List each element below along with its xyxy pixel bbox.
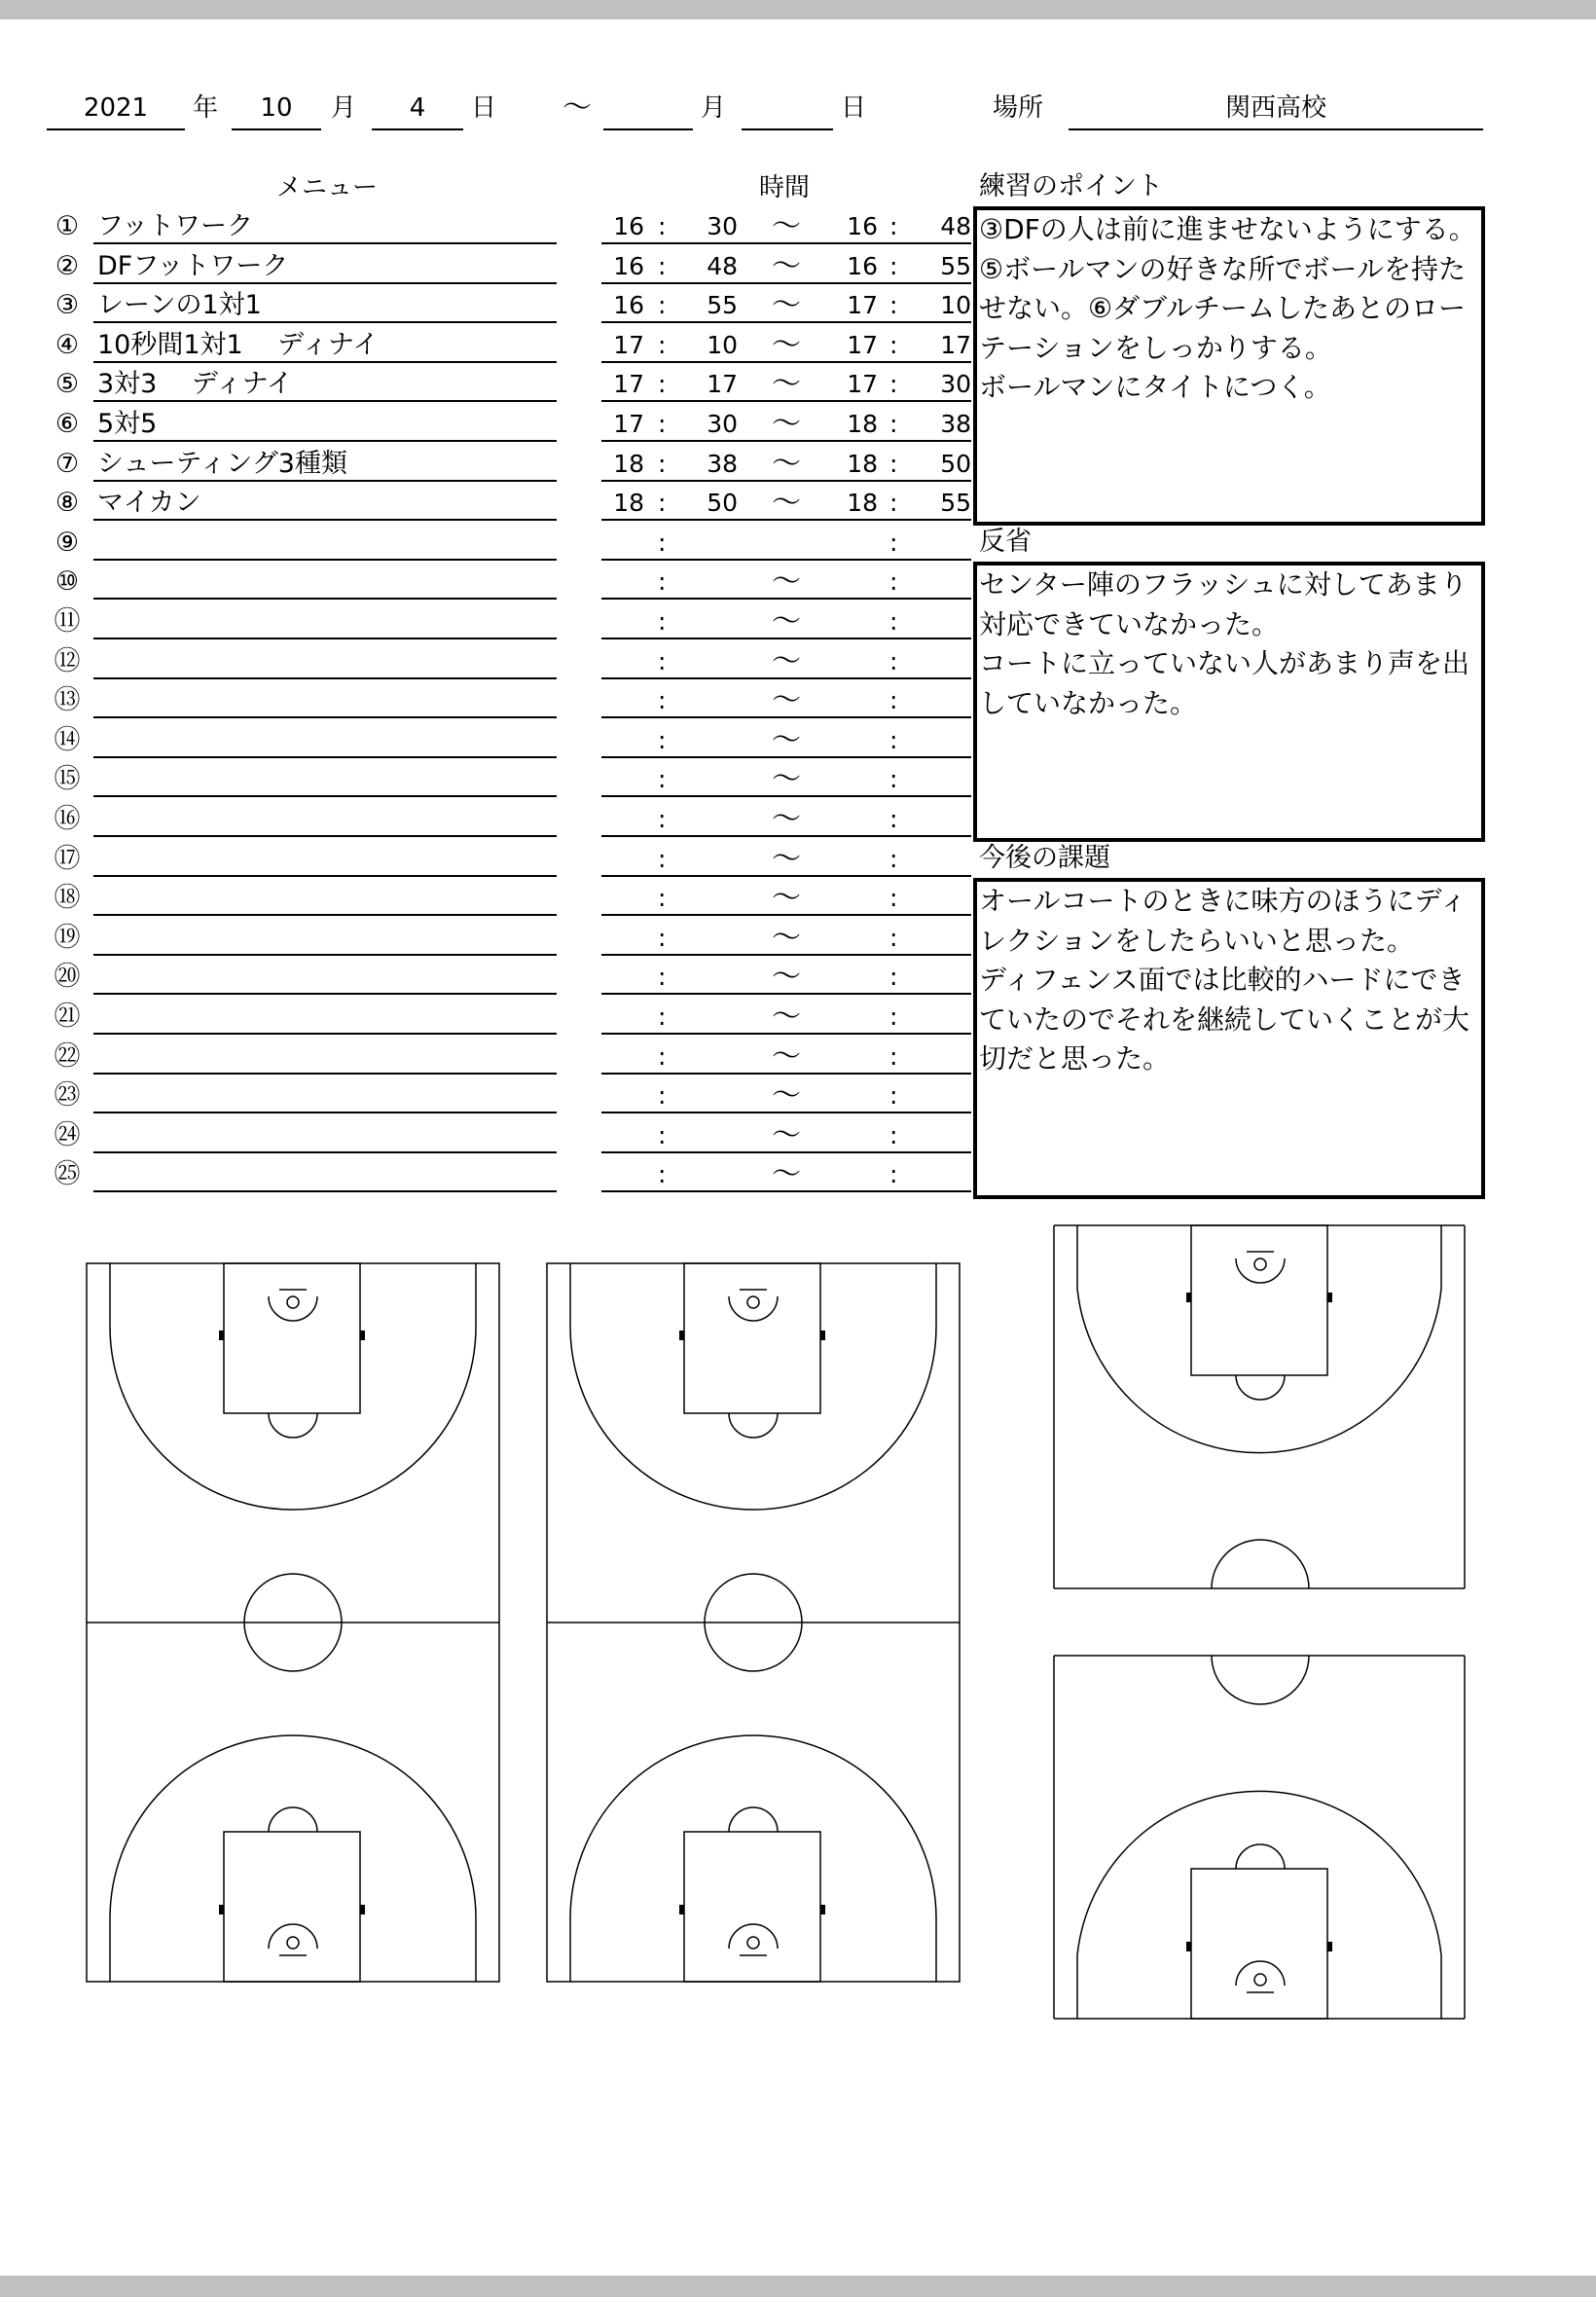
tasks-box[interactable] — [973, 878, 1485, 1199]
time-separator: ～ — [772, 920, 801, 955]
end-colon: : — [889, 686, 898, 715]
row-number: ④ — [54, 329, 80, 360]
table-row — [0, 563, 973, 602]
end-colon: : — [889, 1160, 898, 1189]
menu-name-underline — [93, 1151, 557, 1153]
menu-name-underline — [93, 1033, 557, 1035]
end-minute[interactable]: 55 — [940, 251, 971, 280]
month-field-line — [232, 128, 321, 130]
menu-name-underline — [93, 993, 557, 995]
full-court-diagram-1 — [86, 1262, 500, 1983]
row-number: ⑱ — [54, 883, 81, 914]
start-minute[interactable]: 30 — [707, 410, 738, 438]
table-row — [0, 445, 973, 485]
start-colon: : — [658, 646, 667, 675]
end-hour[interactable]: 17 — [847, 291, 878, 320]
table-row — [0, 484, 973, 524]
table-row — [0, 800, 973, 840]
menu-name-underline — [93, 361, 557, 363]
row-number: ㉓ — [54, 1080, 81, 1112]
menu-name[interactable]: レーンの1対1 — [97, 290, 262, 321]
time-separator: ～ — [772, 683, 801, 718]
time-separator: ～ — [772, 288, 801, 323]
menu-name[interactable]: DFフットワーク — [97, 250, 289, 281]
row-number: ③ — [54, 290, 80, 321]
start-colon: : — [658, 291, 667, 320]
row-number: ⑯ — [54, 804, 81, 834]
row-number: ⑦ — [54, 448, 80, 479]
row-number: ⑧ — [54, 488, 80, 519]
start-colon: : — [658, 1160, 667, 1189]
day-value[interactable]: 4 — [409, 93, 426, 123]
start-colon: : — [658, 1081, 667, 1111]
time-separator: ～ — [772, 1117, 801, 1152]
end-minute[interactable]: 48 — [940, 212, 971, 240]
end-day-field-line — [742, 128, 833, 130]
start-colon: : — [658, 330, 667, 359]
end-colon: : — [889, 330, 898, 359]
start-hour[interactable]: 17 — [613, 330, 644, 359]
end-colon: : — [889, 646, 898, 675]
start-colon: : — [658, 1120, 667, 1149]
start-colon: : — [658, 884, 667, 913]
time-separator: ～ — [772, 643, 801, 678]
start-hour[interactable]: 17 — [613, 410, 644, 438]
time-separator: ～ — [772, 1157, 801, 1192]
range-separator: ～ — [562, 91, 592, 125]
points-title: 練習のポイント — [979, 171, 1163, 201]
table-row — [0, 405, 973, 445]
start-colon: : — [658, 725, 667, 754]
time-separator: ～ — [772, 446, 801, 481]
end-colon: : — [889, 923, 898, 952]
menu-name-underline — [93, 282, 557, 284]
end-hour[interactable]: 18 — [847, 449, 878, 478]
menu-name-underline — [93, 242, 557, 244]
table-row — [0, 1116, 973, 1156]
start-colon: : — [658, 805, 667, 833]
half-court-diagram-bottom — [1053, 1655, 1466, 2021]
start-minute[interactable]: 55 — [707, 291, 738, 320]
start-colon: : — [658, 1041, 667, 1071]
menu-name-underline — [93, 1073, 557, 1075]
end-colon: : — [889, 607, 898, 636]
start-colon: : — [658, 212, 667, 240]
year-field-line — [47, 128, 185, 130]
menu-name-underline — [93, 1190, 557, 1192]
start-minute[interactable]: 50 — [707, 489, 738, 518]
end-colon: : — [889, 489, 898, 518]
tasks-text: オールコートのときに味方のほうにディレクションをしたらいいと思った。 ディフェンス面では比較的ハードにできていたのでそれを継続していくことが大切だと思った。 — [979, 885, 1470, 1075]
time-separator: ～ — [772, 722, 801, 757]
table-row — [0, 642, 973, 682]
row-number: ⑩ — [54, 566, 80, 598]
points-box[interactable] — [973, 206, 1485, 526]
start-colon: : — [658, 963, 667, 992]
start-hour[interactable]: 17 — [613, 370, 644, 399]
end-hour[interactable]: 16 — [847, 212, 878, 240]
table-row — [0, 958, 973, 998]
end-colon: : — [889, 963, 898, 992]
row-number: ① — [54, 211, 80, 241]
time-separator: ～ — [772, 802, 801, 836]
start-hour[interactable]: 16 — [613, 251, 644, 280]
tasks-title: 今後の課題 — [979, 843, 1110, 873]
start-minute[interactable]: 17 — [707, 370, 738, 399]
table-row — [0, 1038, 973, 1077]
end-colon: : — [889, 251, 898, 280]
reflection-title: 反省 — [979, 527, 1032, 557]
end-colon: : — [889, 765, 898, 794]
table-row — [0, 1155, 973, 1195]
menu-name-underline — [93, 795, 557, 797]
year-unit: 年 — [193, 93, 219, 123]
end-minute[interactable]: 10 — [940, 291, 971, 320]
row-number: ⑭ — [54, 724, 81, 755]
time-separator: ～ — [772, 881, 801, 916]
time-separator: ～ — [772, 486, 801, 521]
menu-name[interactable]: マイカン — [97, 488, 201, 519]
time-separator: ～ — [772, 209, 801, 243]
menu-name-underline — [93, 716, 557, 718]
end-minute[interactable]: 30 — [940, 370, 971, 399]
menu-name-underline — [93, 519, 557, 521]
end-minute[interactable]: 17 — [940, 330, 971, 359]
end-colon: : — [889, 370, 898, 399]
time-separator: ～ — [772, 841, 801, 876]
end-colon: : — [889, 528, 898, 557]
time-separator: ～ — [772, 604, 801, 638]
menu-name[interactable]: 10秒間1対1 ディナイ — [97, 329, 380, 360]
menu-table — [0, 207, 973, 1200]
table-row — [0, 681, 973, 721]
menu-name-underline — [93, 677, 557, 679]
menu-name-underline — [93, 321, 557, 323]
row-number: ⑪ — [54, 606, 81, 637]
row-number: ㉕ — [54, 1159, 81, 1190]
menu-name-underline — [93, 875, 557, 877]
start-colon: : — [658, 410, 667, 438]
time-column-header: 時間 — [759, 173, 811, 202]
year-value[interactable]: 2021 — [83, 93, 149, 123]
menu-name-underline — [93, 480, 557, 482]
start-colon: : — [658, 567, 667, 597]
start-hour[interactable]: 16 — [613, 291, 644, 320]
end-colon: : — [889, 844, 898, 873]
time-separator: ～ — [772, 407, 801, 441]
end-minute[interactable]: 50 — [940, 449, 971, 478]
place-label: 場所 — [993, 93, 1044, 123]
end-colon: : — [889, 805, 898, 833]
menu-name-underline — [93, 400, 557, 402]
table-row — [0, 365, 973, 405]
start-hour[interactable]: 16 — [613, 212, 644, 240]
row-number: ⑳ — [54, 962, 81, 993]
start-minute[interactable]: 30 — [707, 212, 738, 240]
end-colon: : — [889, 725, 898, 754]
end-colon: : — [889, 1120, 898, 1149]
start-colon: : — [658, 449, 667, 478]
month-unit: 月 — [331, 93, 357, 123]
table-row — [0, 602, 973, 642]
time-separator: ～ — [772, 1039, 801, 1074]
table-row — [0, 840, 973, 880]
menu-name-underline — [93, 559, 557, 561]
time-separator: ～ — [772, 367, 801, 402]
menu-name[interactable]: 5対5 — [97, 409, 158, 439]
row-number: ⑲ — [54, 922, 81, 953]
menu-name-underline — [93, 756, 557, 758]
row-number: ⑬ — [54, 685, 81, 716]
start-colon: : — [658, 844, 667, 873]
row-number: ⑰ — [54, 843, 81, 874]
table-row — [0, 524, 973, 564]
row-number: ⑮ — [54, 764, 81, 795]
menu-name-underline — [93, 954, 557, 956]
menu-name[interactable]: シューティング3種類 — [97, 448, 347, 479]
half-court-diagram-top — [1053, 1224, 1466, 1590]
table-row — [0, 207, 973, 247]
start-minute[interactable]: 10 — [707, 330, 738, 359]
end-hour[interactable]: 18 — [847, 489, 878, 518]
end-hour[interactable]: 17 — [847, 330, 878, 359]
table-row — [0, 1076, 973, 1116]
end-colon: : — [889, 291, 898, 320]
row-number: ㉒ — [54, 1040, 81, 1072]
end-day-unit: 日 — [841, 93, 867, 123]
table-row — [0, 760, 973, 800]
end-hour[interactable]: 18 — [847, 410, 878, 438]
menu-name[interactable]: フットワーク — [97, 211, 254, 241]
full-court-diagram-2 — [546, 1262, 961, 1983]
start-minute[interactable]: 38 — [707, 449, 738, 478]
start-hour[interactable]: 18 — [613, 449, 644, 478]
time-separator: ～ — [772, 565, 801, 600]
time-underline — [601, 559, 971, 561]
end-colon: : — [889, 1081, 898, 1111]
row-number: ⑨ — [54, 527, 80, 558]
table-row — [0, 919, 973, 959]
start-colon: : — [658, 765, 667, 794]
start-colon: : — [658, 489, 667, 518]
table-row — [0, 721, 973, 761]
start-colon: : — [658, 923, 667, 952]
time-separator: ～ — [772, 762, 801, 797]
start-colon: : — [658, 370, 667, 399]
time-separator: ～ — [772, 248, 801, 283]
row-number: ② — [54, 250, 80, 281]
menu-name-underline — [93, 914, 557, 916]
start-hour[interactable]: 18 — [613, 489, 644, 518]
end-minute[interactable]: 55 — [940, 489, 971, 518]
time-separator: ～ — [772, 1078, 801, 1113]
reflection-box[interactable] — [973, 562, 1485, 842]
reflection-text: センター陣のフラッシュに対してあまり対応できていなかった。 コートに立っていない人があまり声を出していなかった。 — [979, 568, 1470, 719]
row-number: ㉔ — [54, 1119, 81, 1150]
end-month-unit: 月 — [701, 93, 727, 123]
table-row — [0, 326, 973, 366]
menu-name-underline — [93, 440, 557, 442]
row-number: ⑫ — [54, 645, 81, 676]
end-colon: : — [889, 449, 898, 478]
end-hour[interactable]: 16 — [847, 251, 878, 280]
end-colon: : — [889, 410, 898, 438]
end-month-field-line — [603, 128, 693, 130]
end-minute[interactable]: 38 — [940, 410, 971, 438]
end-colon: : — [889, 1041, 898, 1071]
bottom-bar — [0, 2276, 1596, 2297]
row-number: ㉑ — [54, 1002, 81, 1032]
time-separator: ～ — [772, 960, 801, 995]
table-row — [0, 998, 973, 1038]
menu-name-underline — [93, 835, 557, 837]
time-separator: ～ — [772, 1000, 801, 1034]
menu-name-underline — [93, 638, 557, 639]
row-number: ⑤ — [54, 369, 80, 400]
end-colon: : — [889, 212, 898, 240]
table-row — [0, 879, 973, 919]
top-bar — [0, 0, 1596, 19]
menu-name-underline — [93, 1112, 557, 1113]
table-row — [0, 286, 973, 326]
place-value[interactable]: 関西高校 — [1224, 93, 1326, 123]
start-minute[interactable]: 48 — [707, 251, 738, 280]
start-colon: : — [658, 251, 667, 280]
day-field-line — [372, 128, 463, 130]
end-colon: : — [889, 567, 898, 597]
menu-column-header: メニュー — [276, 173, 379, 202]
start-colon: : — [658, 607, 667, 636]
end-colon: : — [889, 884, 898, 913]
time-separator: ～ — [772, 327, 801, 362]
month-value[interactable]: 10 — [260, 93, 293, 123]
place-field-line — [1069, 128, 1483, 130]
end-hour[interactable]: 17 — [847, 370, 878, 399]
menu-name-underline — [93, 598, 557, 600]
start-colon: : — [658, 528, 667, 557]
row-number: ⑥ — [54, 409, 80, 439]
end-colon: : — [889, 1003, 898, 1031]
menu-name[interactable]: 3対3 ディナイ — [97, 369, 293, 400]
start-colon: : — [658, 1003, 667, 1031]
points-text: ③DFの人は前に進ませないようにする。⑤ボールマンの好きな所でボールを持たせない。⑥ダブルチームしたあとのローテーションをしっかりする。 ボールマンにタイトにつく。 — [979, 213, 1476, 403]
table-row — [0, 247, 973, 287]
start-colon: : — [658, 686, 667, 715]
day-unit: 日 — [471, 93, 497, 123]
